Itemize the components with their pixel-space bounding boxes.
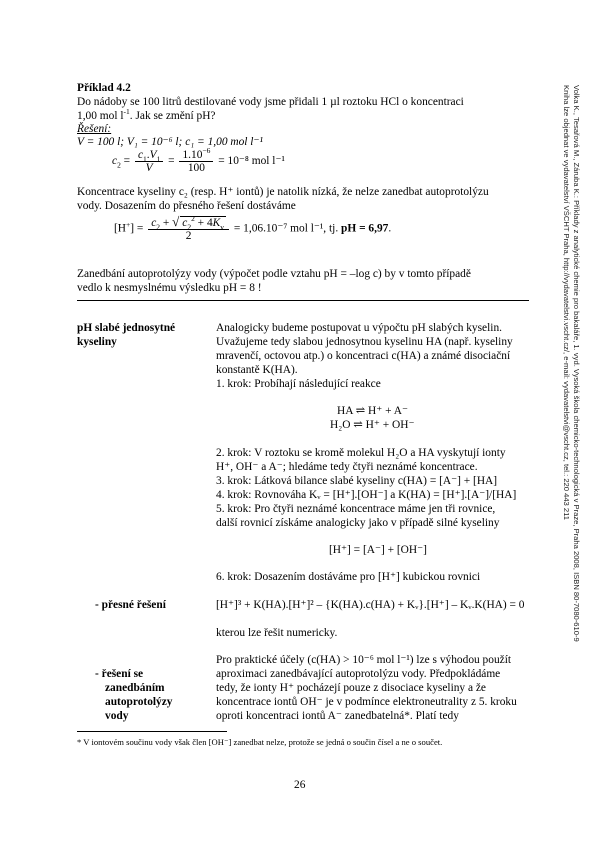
section-heading-line-1: pH slabé jednosytné [77, 322, 176, 334]
approx-line-5: oproti koncentraci iontů A⁻ zanedbatelná*. Platí tedy [216, 710, 459, 722]
para-line-3: mravenčí, octovou atp.) o koncentraci c(HA) a známé disociační [216, 350, 511, 362]
approx-label-2: zanedbáním [105, 682, 165, 694]
step-2b: H⁺, OH⁻ a A⁻; hledáme tedy čtyři neznámé koncentrace. [216, 461, 478, 473]
step-6: 6. krok: Dosazením dostáváme pro [H⁺] kubickou rovnici [216, 571, 481, 583]
step-5b: další rovnicí získáme analogicky jako v případě silné kyseliny [216, 517, 500, 529]
cubic-equation: [H⁺]³ + K(HA).[H⁺]² – {K(HA).c(HA) + Kᵥ}.[H⁺] – Kᵥ.K(HA) = 0 [216, 599, 525, 611]
approx-line-3: tedy, že ionty H⁺ pocházejí pouze z disociace kyseliny a že [216, 682, 486, 694]
question-ask: . Jak se změní pH? [129, 110, 216, 122]
step-5a: 5. krok: Pro čtyři neznámé koncentrace máme jen tři rovnice, [216, 503, 496, 515]
para-line-4: konstantě K(HA). [216, 364, 298, 376]
step-1: 1. krok: Probíhají následující reakce [216, 378, 381, 390]
h-ion-equation: [H+] = $\frac{c_2 + √ c_2^2 + 4K_v}{2}$ = 1,06.10⁻⁷ mol l⁻¹, tj. pH = 6,97. [114, 214, 392, 242]
page-number: 26 [294, 779, 306, 791]
example-question-line-1: Do nádoby se 100 litrů destilované vody jsme přidali 1 µl roztoku HCl o koncentraci [77, 96, 464, 108]
approx-label-3: autoprotolýzy [105, 696, 173, 708]
approx-line-4: koncentrace iontů OH⁻ je v podmínce elektroneutrality z 5. kroku [216, 696, 517, 708]
approx-label-4: vody [105, 710, 129, 722]
para-line-1: Analogicky budeme postupovat u výpočtu pH slabých kyselin. [216, 322, 502, 334]
footnote: * V iontovém součinu vody však člen [OH⁻] zanedbat nelze, protože se jedná o součin čísel a ne o součet. [77, 737, 443, 747]
example-title: Příklad 4.2 [77, 82, 131, 94]
footnote-divider [77, 731, 227, 732]
question-concentration: 1,00 mol l [77, 110, 124, 122]
note-line-1: Zanedbání autoprotolýzy vody (výpočet podle vztahu pH = –log c) by v tomto případě [77, 268, 471, 280]
c2-result: = 10⁻⁸ mol l⁻¹ [218, 155, 285, 168]
numeric-note: kterou lze řešit numericky. [216, 627, 338, 639]
reaction-2: H₂O ⇌ H⁺ + OH⁻ [330, 419, 415, 431]
h-ion-result: = 1,06.10⁻⁷ mol l⁻¹, tj. [233, 222, 339, 235]
step-2a: 2. krok: V roztoku se kromě molekul H₂O a HA vyskytují ionty [216, 447, 506, 459]
h-ion-den: 2 [185, 230, 192, 242]
given-values: V = 100 l; V₁ = 10⁻⁶ l; c₁ = 1,00 mol l⁻¹ [77, 136, 263, 148]
frac-den-v: V [145, 162, 153, 174]
section-divider [77, 300, 529, 301]
c2-fraction-1: $\frac{c_1.V_1}{V}$ [135, 149, 163, 174]
solution-label: Řešení: [77, 123, 112, 135]
exact-solution-label: - přesné řešení [95, 599, 166, 611]
approx-line-2: aproximaci zanedbávající autoprotolýzu vody. Předpokládáme [216, 668, 501, 680]
c2-equation: $c_2$ = $\frac{c_1.V_1}{V}$ = $\frac{1.10^{-6}}{100}$ = 10⁻⁸ mol l⁻¹ [112, 146, 285, 174]
sidebar-citation [553, 85, 593, 685]
explanation-line-2: vody. Dosazením do přesného řešení dostáváme [77, 200, 296, 212]
example-question-line-2: 1,00 mol $l^{-1}$. Jak se změní pH? [77, 107, 216, 122]
step-3: 3. krok: Látková bilance slabé kyseliny c(HA) = [A⁻] + [HA] [216, 475, 498, 487]
sidebar-line-1: Volka K., Tesařová M., Záruba K.: Příklady z analytické chemie pro bakaláře, 1. vyd. Vysoká škola chemicko-technologická v Praze, Praha 2008, ISBN 80-7080-610-9 [572, 85, 581, 642]
step-4: 4. krok: Rovnováha Kᵥ = [H⁺].[OH⁻] a K(HA) = [H⁺].[A⁻]/[HA] [216, 489, 517, 501]
explanation-line-1: Koncentrace kyseliny c₂ (resp. H⁺ iontů) je natolik nízká, že nelze zanedbat autoprotolýzu [77, 186, 489, 198]
approx-line-1: Pro praktické účely (c(HA) > 10⁻⁶ mol l⁻¹) lze s výhodou použít [216, 654, 512, 666]
reaction-1: HA ⇌ H⁺ + A⁻ [337, 405, 409, 417]
charge-balance: [H⁺] = [A⁻] + [OH⁻] [329, 544, 427, 556]
c2-fraction-2: $\frac{1.10^{-6}}{100}$ [179, 149, 213, 174]
para-line-2: Uvažujeme tedy slabou jednosytnou kyselinu HA (např. kyseliny [216, 336, 513, 348]
sidebar-citation-text [561, 85, 581, 642]
h-ion-fraction: $\frac{c_2 + √ c_2^2 + 4K_v}{2}$ [148, 216, 229, 242]
section-heading-line-2: kyseliny [77, 336, 117, 348]
sidebar-line-2: Kniha lze objednat ve vydavatelství VŠCHT Praha, http://vydavatelstvi.vscht.cz/, e-mail: vydavatelstvi@vscht.cz, tel.: 220 443 211 [562, 85, 571, 520]
approx-label-1: - řešení se [95, 668, 144, 680]
ph-result: pH = 6,97 [341, 222, 389, 235]
frac-den-100: 100 [187, 162, 205, 174]
note-line-2: vedlo k nesmyslnému výsledku pH = 8 ! [77, 282, 262, 294]
